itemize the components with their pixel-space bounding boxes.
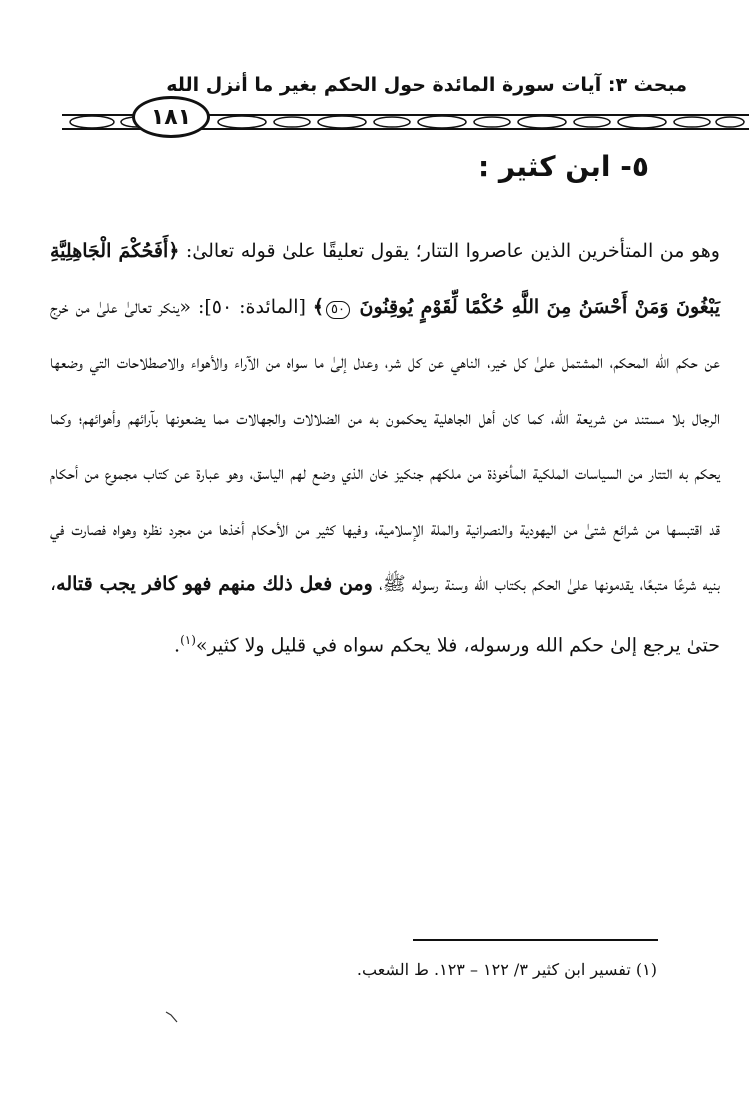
- page-number: ١٨١: [132, 96, 210, 138]
- footnote-marker: (١): [180, 632, 196, 647]
- quoted-text: [المائدة: ٥٠]: «ينكر تعالىٰ علىٰ من خرج عن حكم الله المحكم، المشتمل علىٰ كل خير، الناهي عن كل شر، وعدل إلىٰ ما سواه من الآراء والأهواء والاصطلاحات التي وضعها الرجال بلا مستند من شريعة الله، كما كان أهل الجاهلية يحكمون به من الضلالات والجهالات مما يضعونها بآرائهم وأهوائهم؛ وكما يحكم به التتار من السياسات الملكية المأخوذة من ملكهم جنكيز خان الذي وضع لهم الياسق، وهو عبارة عن كتاب مجموع من أحكام قد اقتبسها من شرائع شتىٰ من اليهودية والنصرانية والملة الإسلامية، وفيها كثير من الأحكام أخذها من مجرد نظره وهواه فصارت في بنيه شرعًا متبعًا، يقدمونها علىٰ الحكم بكتاب الله وسنة رسوله ﷺ،: [50, 295, 720, 595]
- verse-number-badge: ٥٠: [326, 301, 350, 319]
- quran-verse: ﴿أَفَحُكْمَ الْجَاهِلِيَّةِ يَبْغُونَ وَمَنْ أَحْسَنُ مِنَ اللَّهِ حُكْمًا لِّقَوْمٍ يُوقِنُونَ: [50, 240, 720, 318]
- paragraph: [50, 224, 720, 673]
- footnote-divider: [413, 939, 658, 941]
- footnote: (١) تفسير ابن كثير ٣/ ١٢٢ – ١٢٣. ط الشعب.: [356, 960, 657, 979]
- page-title: مبحث ٣: آيات سورة المائدة حول الحكم بغير ما أنزل الله: [166, 74, 687, 96]
- scan-speck: [165, 1010, 179, 1024]
- body-text: [50, 224, 720, 673]
- verse-close-bracket: ﴾: [312, 295, 325, 318]
- section-heading: ٥- ابن كثير :: [477, 150, 649, 183]
- bold-clause: ومن فعل ذلك منهم فهو كافر يجب قتاله: [56, 573, 373, 595]
- intro-text: وهو من المتأخرين الذين عاصروا التتار؛ يقول تعليقًا علىٰ قوله تعالىٰ:: [179, 240, 720, 262]
- end-period: .: [174, 633, 181, 656]
- closing-text: ، حتىٰ يرجع إلىٰ حكم الله ورسوله، فلا يحكم سواه في قليل ولا كثير»: [50, 573, 720, 656]
